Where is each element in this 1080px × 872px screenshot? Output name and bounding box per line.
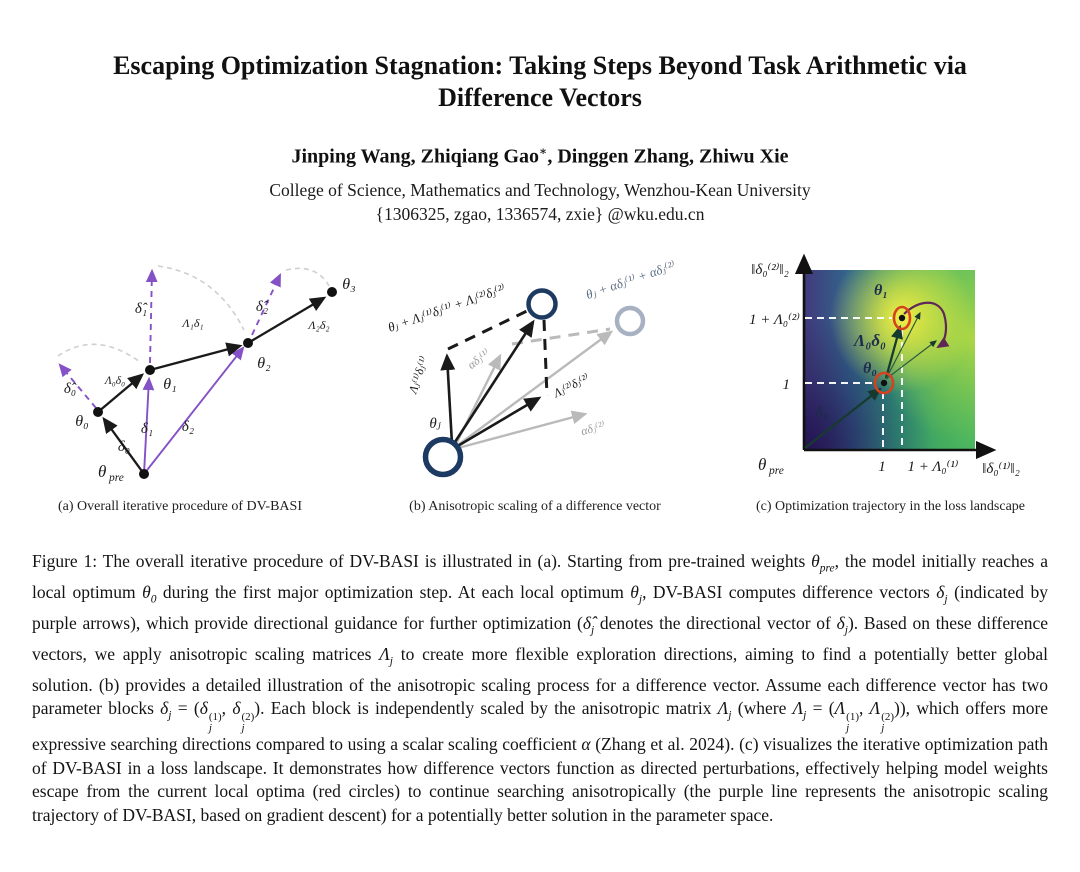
- label-delta-hat-0: δ̂₀: [63, 381, 77, 397]
- label-theta-1: θ₁: [874, 282, 888, 299]
- title-line-2: Difference Vectors: [438, 83, 642, 112]
- label-theta-0: θ₀: [863, 360, 877, 377]
- x-axis-label: ‖δ₀⁽¹⁾‖₂: [982, 461, 1020, 477]
- label-theta-2: θ₂: [257, 355, 271, 372]
- figure-c-loss-landscape: [700, 248, 1060, 493]
- label-delta-hat-1: δ̂₁: [134, 301, 148, 317]
- anisotropic-scaled-arrows: [447, 322, 539, 447]
- weight-circles: [426, 291, 644, 475]
- label-delta-2: δ₂: [181, 419, 195, 435]
- subcaption-a: (a) Overall iterative procedure of DV-BASI: [57, 499, 302, 514]
- figure-a-labels: [64, 276, 356, 484]
- x-tick-one: 1: [878, 459, 886, 475]
- label-delta-1: δ₁: [140, 421, 154, 437]
- label-theta-3: θ₃: [342, 276, 356, 293]
- figure-b-labels: [386, 257, 677, 438]
- authors-prefix: Jinping Wang, Zhiqiang Gao: [291, 145, 540, 168]
- label-delta-0: δ₀: [117, 439, 131, 455]
- label-theta-j: θⱼ: [429, 416, 441, 432]
- subcaption-b: (b) Anisotropic scaling of a difference vector: [409, 499, 661, 514]
- label-sum-scalar: θⱼ + αδⱼ⁽¹⁾ + αδⱼ⁽²⁾: [583, 257, 678, 303]
- label-theta-1: θ₁: [163, 376, 177, 393]
- label-delta-0: δ₀: [815, 404, 829, 421]
- email-line: {1306325, zgao, 1336574, zxie} @wku.edu.cn: [375, 204, 705, 224]
- label-theta-pre-sub: pre: [109, 472, 124, 484]
- y-tick-one: 1: [782, 377, 790, 393]
- authors-line: [0, 144, 1080, 169]
- optimization-step-arrows: [98, 298, 324, 474]
- label-lambda2-block: Λⱼ⁽²⁾δⱼ⁽²⁾: [551, 370, 592, 401]
- label-alpha-block1: αδⱼ⁽¹⁾: [464, 345, 493, 372]
- label-lambda0-delta0: Λ₀δ₀: [104, 375, 126, 387]
- figure-caption: Figure 1: The overall iterative procedure of DV-BASI is illustrated in (a). Starting from pre-trained weights $\theta_{pre}$, the model initially reaches a local optimum $\theta_0$ during the first major optimization step. At each local optimum $\theta_j$, DV-BASI computes difference vectors $\delta_j$ (indicated by purple arrows), which provide directional guidance for further optimization ($\deltâ_j$ denotes the directional vector of $\delta_j$). Based on these difference vectors, we apply anisotropic scaling matrices $\Lambda_j$ to create more flexible exploration directions, aiming to find a potentially better global solution. (b) provides a detailed illustration of the anisotropic scaling process for a difference vector. Assume each difference vector has two parameter blocks $\delta_j = (\delta$ (1) j , δ (2) j ). Each block is independently scaled by the anisotropic matrix $\Lambda_j$ (where $\Lambda_j = (\Lambda$ (1) j , Λ (2) j )), which offers more expressive searching directions compared to using a scalar scaling coefficient α (Zhang et al. 2024). (c) visualizes the iterative optimization path of DV-BASI in a loss landscape. It demonstrates how difference vectors function as directed perturbations, effectively helping model weights escape from the current local optima (red circles) to continue searching anisotropically (the purple line represents the anisotropic scaling trajectory of DV-BASI, based on gradient descent) for a potentially better solution in the parameter space.: [32, 551, 1049, 825]
- y-tick-lambda: 1 + Λ₀⁽²⁾: [749, 312, 800, 328]
- figure-b-diagram: [360, 250, 700, 485]
- x-tick-lambda: 1 + Λ₀⁽¹⁾: [907, 459, 959, 475]
- label-theta-pre: θ: [98, 462, 107, 481]
- label-sum-anisotropic: θⱼ + Λⱼ⁽¹⁾δⱼ⁽¹⁾ + Λⱼ⁽²⁾δⱼ⁽²⁾: [385, 280, 508, 335]
- subcaption-c: (c) Optimization trajectory in the loss landscape: [755, 499, 1026, 514]
- label-lambda2-delta2: Λ₂δ₂: [308, 318, 330, 332]
- title-line-1: Escaping Optimization Stagnation: Taking Steps Beyond Task Arithmetic via: [113, 51, 967, 80]
- author-asterisk: ∗: [539, 144, 548, 158]
- figure-a-diagram: [30, 250, 360, 495]
- paper-title: [0, 50, 1080, 114]
- label-theta-0: θ₀: [75, 413, 89, 430]
- label-lambda1-block: Λⱼ⁽¹⁾δⱼ⁽¹⁾: [405, 354, 431, 396]
- label-theta-pre-sub: pre: [769, 465, 784, 477]
- y-axis-label: ‖δ₀⁽²⁾‖₂: [751, 262, 789, 278]
- label-theta-pre: θ: [758, 455, 767, 474]
- authors-suffix: , Dinggen Zhang, Zhiwu Xie: [547, 145, 789, 168]
- label-alpha-block2: αδⱼ⁽²⁾: [579, 418, 607, 439]
- label-lambda1-delta1: Λ₁δ₁: [182, 316, 204, 330]
- rotation-arc-paths: [58, 266, 329, 362]
- label-lambda0-delta0: Λ₀δ₀: [854, 331, 886, 350]
- affiliation-line: College of Science, Mathematics and Technology, Wenzhou-Kean University: [269, 180, 811, 200]
- label-delta-hat-2: δ̂₂: [255, 299, 269, 315]
- loss-heatmap: [804, 270, 975, 449]
